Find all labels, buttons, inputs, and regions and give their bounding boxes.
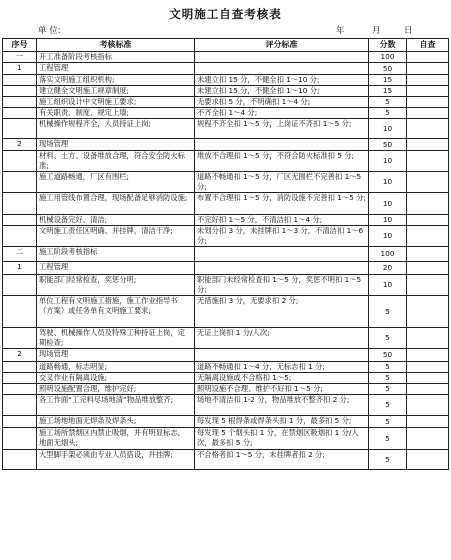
- row-standard: 施工用管线布置合理，现场配备足够消防设施;: [37, 193, 195, 215]
- row-standard: 施工场所禁烟区内禁止吸烟，并有明显标志，地面无烟头;: [37, 428, 195, 450]
- row-seq: [3, 97, 37, 108]
- row-self-check[interactable]: [407, 172, 449, 193]
- row-standard: 材料、土方、设备堆放合理，符合安全防火标准;: [37, 151, 195, 172]
- row-self-check[interactable]: [407, 428, 449, 450]
- row-evaluation: 布置不合理扣 1～5 分，消防设施不完善扣 1～5 分;: [195, 193, 369, 215]
- row-evaluation: 无要求扣 5 分，不明确扣 1～4 分;: [195, 97, 369, 108]
- row-score: 5: [369, 108, 407, 119]
- row-evaluation: 未划分扣 3 分，未挂牌扣 1～3 分，不清洁扣 1～6 分;: [195, 226, 369, 247]
- row-self-check[interactable]: [407, 349, 449, 362]
- row-standard: 有关职责、制度、规定上墙;: [37, 108, 195, 119]
- table-row: [3, 172, 449, 193]
- row-evaluation: [195, 349, 369, 362]
- row-seq: 2: [3, 349, 37, 362]
- row-self-check[interactable]: [407, 63, 449, 75]
- row-score: 5: [369, 296, 407, 328]
- row-self-check[interactable]: [407, 450, 449, 470]
- table-row: [3, 416, 449, 428]
- row-standard: 照明设施配置合理，维护完好;: [37, 384, 195, 395]
- row-self-check[interactable]: [407, 262, 449, 275]
- row-seq: [3, 75, 37, 86]
- row-seq: [3, 108, 37, 119]
- row-standard: 施工道路畅通，厂区有围栏;: [37, 172, 195, 193]
- row-self-check[interactable]: [407, 362, 449, 373]
- table-row: [3, 395, 449, 416]
- row-self-check[interactable]: [407, 373, 449, 384]
- row-seq: [3, 119, 37, 139]
- header-standard: 考核标准: [37, 39, 195, 52]
- row-self-check[interactable]: [407, 384, 449, 395]
- table-row: [3, 362, 449, 373]
- row-seq: 1: [3, 262, 37, 275]
- row-standard: 大型脚手架必须由专业人员搭设，并挂牌;: [37, 450, 195, 470]
- table-row: [3, 151, 449, 172]
- row-evaluation: [195, 247, 369, 262]
- row-standard: 机械操作规程齐全，人员持证上岗;: [37, 119, 195, 139]
- table-row: [3, 86, 449, 97]
- row-seq: 2: [3, 139, 37, 151]
- row-score: 10: [369, 172, 407, 193]
- table-row: [3, 247, 449, 262]
- row-evaluation: 职能部门未经常检查扣 1～5 分，奖惩不明扣 1～5 分;: [195, 275, 369, 296]
- row-seq: 一: [3, 52, 37, 63]
- row-seq: [3, 373, 37, 384]
- row-evaluation: [195, 52, 369, 63]
- row-seq: [3, 275, 37, 296]
- row-seq: [3, 215, 37, 226]
- table-row: [3, 97, 449, 108]
- row-score: 50: [369, 63, 407, 75]
- row-self-check[interactable]: [407, 328, 449, 349]
- table-row: [3, 296, 449, 328]
- row-seq: [3, 384, 37, 395]
- row-score: 50: [369, 139, 407, 151]
- row-score: 15: [369, 86, 407, 97]
- row-evaluation: 未建立扣 15 分，不健全扣 1～10 分;: [195, 75, 369, 86]
- row-seq: [3, 450, 37, 470]
- row-seq: [3, 416, 37, 428]
- row-evaluation: 不合格者扣 1～5 分，未挂牌者扣 2 分;: [195, 450, 369, 470]
- row-self-check[interactable]: [407, 296, 449, 328]
- table-row: [3, 193, 449, 215]
- header-evaluation: 评分标准: [195, 39, 369, 52]
- table-row: [3, 108, 449, 119]
- row-seq: [3, 193, 37, 215]
- date-month-label: 月: [372, 26, 381, 36]
- row-score: 5: [369, 450, 407, 470]
- row-score: 20: [369, 262, 407, 275]
- row-score: 5: [369, 373, 407, 384]
- date-year-label: 年: [336, 26, 345, 36]
- row-self-check[interactable]: [407, 119, 449, 139]
- row-score: 5: [369, 97, 407, 108]
- row-standard: 单位工程有文明施工措施，施工作业指导书（方案）或任务单有文明施工要求;: [37, 296, 195, 328]
- table-row: [3, 328, 449, 349]
- row-score: 100: [369, 52, 407, 63]
- row-score: 50: [369, 349, 407, 362]
- row-standard: 施工阶段考核指标: [37, 247, 195, 262]
- row-seq: [3, 328, 37, 349]
- row-standard: 职能部门经常检查，奖惩分明;: [37, 275, 195, 296]
- row-score: 100: [369, 247, 407, 262]
- row-score: 10: [369, 193, 407, 215]
- row-seq: 二: [3, 247, 37, 262]
- row-self-check[interactable]: [407, 97, 449, 108]
- row-self-check[interactable]: [407, 193, 449, 215]
- row-evaluation: [195, 262, 369, 275]
- row-seq: [3, 151, 37, 172]
- row-evaluation: 场地不清洁扣 1-2 分，物品堆放不整齐扣 2 分;: [195, 395, 369, 416]
- row-standard: 机械设备完好、清洁;: [37, 215, 195, 226]
- row-standard: 建立健全文明施工规章制度;: [37, 86, 195, 97]
- row-standard: 工程管理: [37, 63, 195, 75]
- row-seq: [3, 172, 37, 193]
- row-seq: [3, 226, 37, 247]
- table-row: [3, 139, 449, 151]
- row-evaluation: 道路不畅通扣 1～4 分，无标志扣 1 分;: [195, 362, 369, 373]
- document-title: 文明施工自查考核表: [169, 7, 282, 21]
- row-score: 5: [369, 384, 407, 395]
- table-row: [3, 52, 449, 63]
- row-score: 10: [369, 119, 407, 139]
- row-score: 5: [369, 395, 407, 416]
- header-seq: 序号: [3, 39, 37, 52]
- table-body: [3, 52, 449, 470]
- header-self-check: 自查: [407, 39, 449, 52]
- row-standard: 道路畅通，标志明显;: [37, 362, 195, 373]
- row-evaluation: 无证上岗扣 1 分/人次;: [195, 328, 369, 349]
- row-score: 5: [369, 428, 407, 450]
- table-row: [3, 226, 449, 247]
- table-header-row: [3, 39, 449, 52]
- row-score: 10: [369, 275, 407, 296]
- row-score: 5: [369, 362, 407, 373]
- assessment-table: [2, 38, 449, 470]
- row-evaluation: [195, 63, 369, 75]
- row-seq: [3, 86, 37, 97]
- table-row: [3, 384, 449, 395]
- row-self-check[interactable]: [407, 395, 449, 416]
- table-row: [3, 349, 449, 362]
- row-self-check[interactable]: [407, 86, 449, 97]
- row-self-check[interactable]: [407, 52, 449, 63]
- row-standard: 各工作面“工完料尽场地清”物品堆放整齐;: [37, 395, 195, 416]
- row-standard: 现场管理: [37, 139, 195, 151]
- row-self-check[interactable]: [407, 215, 449, 226]
- row-seq: [3, 296, 37, 328]
- row-standard: 开工准备阶段考核指标: [37, 52, 195, 63]
- table-row: [3, 450, 449, 470]
- row-seq: [3, 362, 37, 373]
- row-evaluation: 每发现 5 根焊条或焊条头扣 1 分，最多扣 5 分;: [195, 416, 369, 428]
- header-score: 分数: [369, 39, 407, 52]
- row-score: 5: [369, 328, 407, 349]
- table-row: [3, 63, 449, 75]
- row-score: 15: [369, 75, 407, 86]
- row-score: 10: [369, 226, 407, 247]
- table-row: [3, 119, 449, 139]
- row-evaluation: 每发现 5 个烟头扣 1 分，在禁烟区吸烟扣 1 分/人次，最多扣 5 分;: [195, 428, 369, 450]
- row-evaluation: 未建立扣 15 分，不健全扣 1～10 分;: [195, 86, 369, 97]
- row-self-check[interactable]: [407, 226, 449, 247]
- row-self-check[interactable]: [407, 75, 449, 86]
- row-standard: 工程管理: [37, 262, 195, 275]
- row-standard: 交叉作业有隔离设施;: [37, 373, 195, 384]
- row-standard: 施工场地地面无焊条及焊条头;: [37, 416, 195, 428]
- row-score: 5: [369, 416, 407, 428]
- row-seq: 1: [3, 63, 37, 75]
- row-self-check[interactable]: [407, 108, 449, 119]
- row-standard: 落实文明施工组织机构;: [37, 75, 195, 86]
- unit-label: 单 位:: [38, 26, 61, 36]
- table-row: [3, 373, 449, 384]
- row-evaluation: 不齐全扣 1～4 分;: [195, 108, 369, 119]
- row-score: 10: [369, 151, 407, 172]
- row-evaluation: 无措施扣 3 分，无要求扣 2 分;: [195, 296, 369, 328]
- row-standard: 文明施工责任区明确、并挂牌，清洁干净;: [37, 226, 195, 247]
- row-standard: 驾驶、机械操作人员及特殊工种持证上岗，定期检查;: [37, 328, 195, 349]
- row-evaluation: 照明设施不合理、维护不好扣 1～5 分;: [195, 384, 369, 395]
- row-self-check[interactable]: [407, 247, 449, 262]
- row-self-check[interactable]: [407, 139, 449, 151]
- row-evaluation: 堆放不合理扣 1～5 分，不符合防火标准扣 5 分;: [195, 151, 369, 172]
- date-day-label: 日: [404, 26, 413, 36]
- row-standard: 施工组织设计中文明施工要求;: [37, 97, 195, 108]
- row-self-check[interactable]: [407, 416, 449, 428]
- table-row: [3, 215, 449, 226]
- row-seq: [3, 428, 37, 450]
- table-row: [3, 75, 449, 86]
- row-evaluation: 无隔离设施或不合格扣 1～5;: [195, 373, 369, 384]
- row-seq: [3, 395, 37, 416]
- row-score: 10: [369, 215, 407, 226]
- row-self-check[interactable]: [407, 151, 449, 172]
- row-evaluation: 不完好扣 1～5 分，不清洁扣 1～4 分;: [195, 215, 369, 226]
- row-evaluation: 规程不齐全扣 1～5 分，上岗证不齐扣 1～5 分;: [195, 119, 369, 139]
- row-evaluation: [195, 139, 369, 151]
- table-row: [3, 262, 449, 275]
- table-row: [3, 428, 449, 450]
- row-standard: 现场管理: [37, 349, 195, 362]
- row-self-check[interactable]: [407, 275, 449, 296]
- row-evaluation: 道路不畅通扣 1～5 分，厂区无围栏不完善扣 1～5 分;: [195, 172, 369, 193]
- table-row: [3, 275, 449, 296]
